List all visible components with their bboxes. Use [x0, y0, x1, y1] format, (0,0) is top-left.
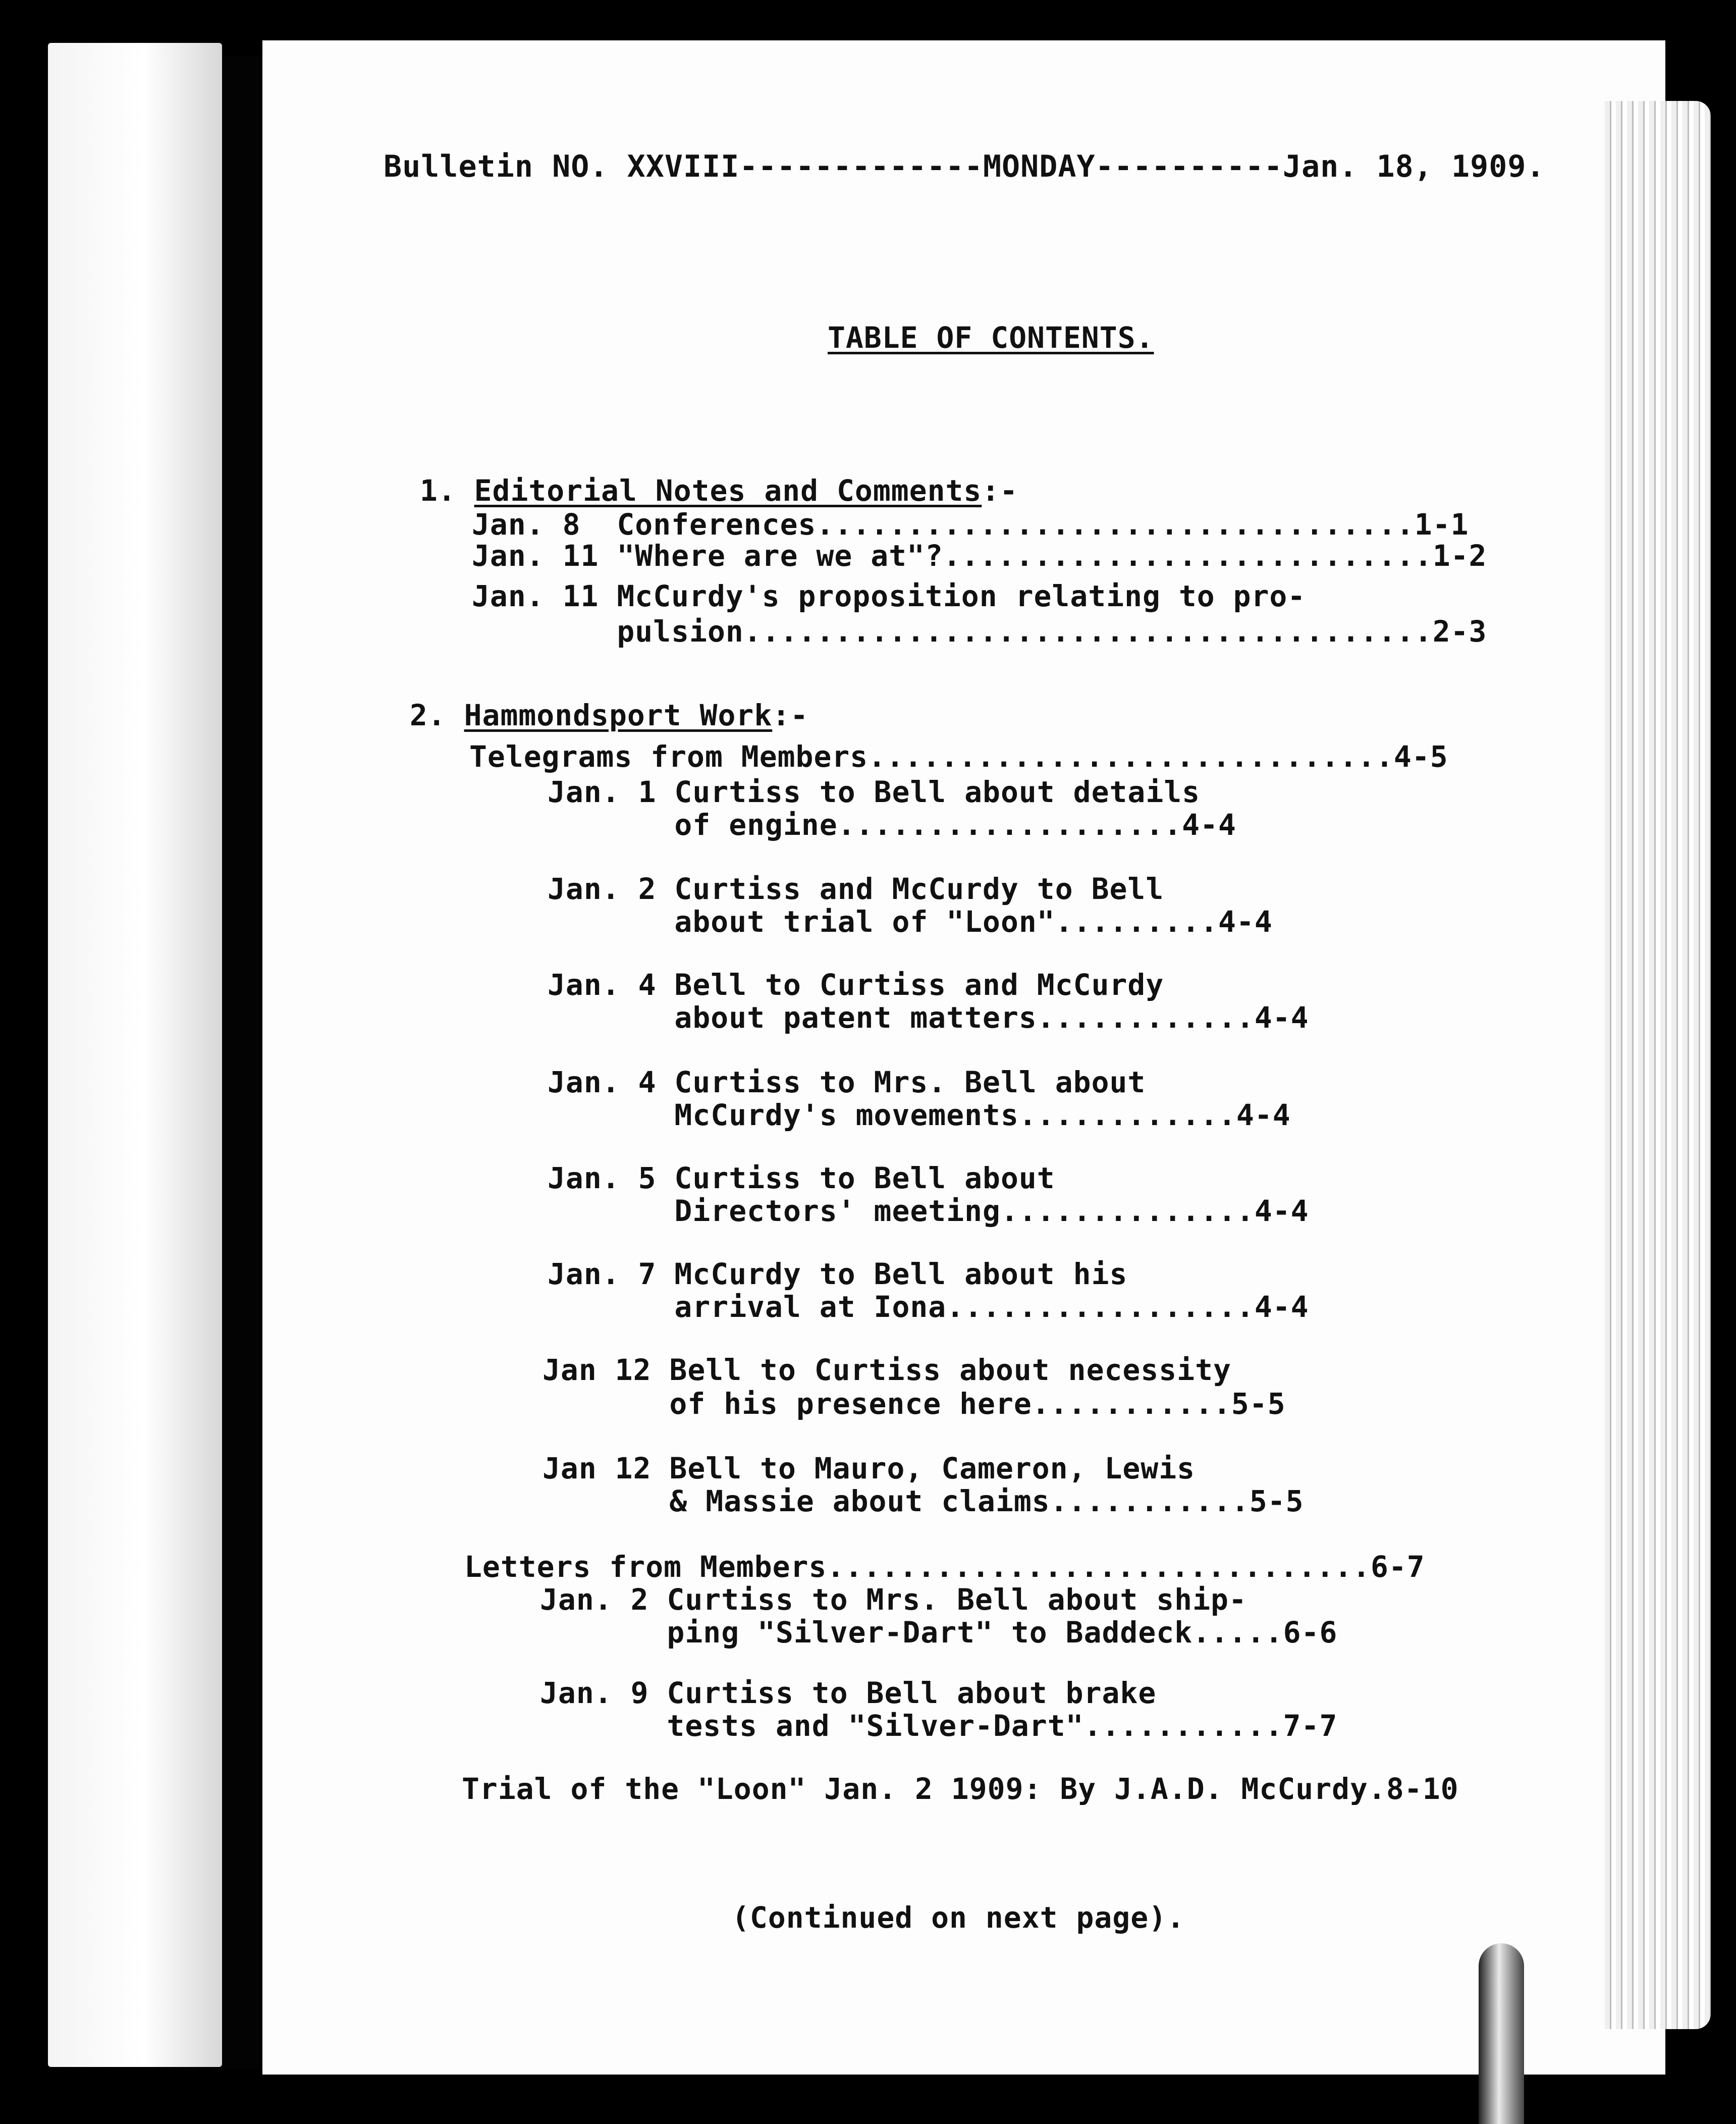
bulletin-header: Bulletin NO. XXVIII-------------MONDAY----------Jan. 18, 1909. [384, 149, 1545, 184]
section-heading: Editorial Notes and Comments [474, 473, 982, 508]
page-stack-edge [1605, 101, 1711, 2029]
telegram-entry: & Massie about claims...........5-5 [542, 1484, 1304, 1518]
page-title: TABLE OF CONTENTS. [828, 321, 1154, 355]
section-number: 1. [419, 473, 456, 508]
telegram-entry: of engine...................4-4 [548, 808, 1236, 842]
telegram-entry: of his presence here...........5-5 [542, 1387, 1286, 1421]
telegram-entry: Directors' meeting..............4-4 [548, 1194, 1309, 1228]
letters-heading: Letters from Members..............................6-7 [464, 1550, 1425, 1584]
section-heading-suffix: :- [982, 473, 1018, 508]
section-number: 2. [409, 698, 446, 732]
letter-entry: tests and "Silver-Dart"...........7-7 [540, 1709, 1338, 1743]
telegram-entry: Jan. 2 Curtiss and McCurdy to Bell [548, 872, 1164, 906]
telegram-entry: Jan. 4 Curtiss to Mrs. Bell about [548, 1065, 1146, 1099]
section-heading: Hammondsport Work [464, 698, 773, 732]
telegram-entry: Jan 12 Bell to Mauro, Cameron, Lewis [542, 1451, 1196, 1485]
telegram-entry: Jan. 4 Bell to Curtiss and McCurdy [548, 968, 1164, 1002]
pen-tip [1479, 1943, 1524, 2124]
telegram-entry: McCurdy's movements............4-4 [548, 1098, 1291, 1132]
toc-entry: Jan. 8 Conferences.................................1-1 [472, 507, 1469, 542]
telegrams-heading: Telegrams from Members.............................4-5 [469, 739, 1448, 774]
toc-entry: Jan. 11 "Where are we at"?...........................1-2 [472, 539, 1487, 573]
letter-entry: Jan. 2 Curtiss to Mrs. Bell about ship- [540, 1582, 1247, 1617]
telegram-entry: Jan. 7 McCurdy to Bell about his [548, 1257, 1128, 1291]
continued-note: (Continued on next page). [732, 1900, 1185, 1935]
telegram-entry: arrival at Iona.................4-4 [548, 1290, 1309, 1324]
telegram-entry: about trial of "Loon".........4-4 [548, 905, 1273, 939]
toc-entry: pulsion......................................2-3 [472, 614, 1487, 649]
telegram-entry: Jan. 1 Curtiss to Bell about details [548, 775, 1201, 809]
letter-entry: Jan. 9 Curtiss to Bell about brake [540, 1676, 1157, 1710]
left-page-edge [48, 43, 222, 2067]
section-heading-suffix: :- [772, 698, 809, 732]
letter-entry: ping "Silver-Dart" to Baddeck.....6-6 [540, 1615, 1338, 1650]
trial-entry: Trial of the "Loon" Jan. 2 1909: By J.A.D. McCurdy.8-10 [462, 1772, 1459, 1806]
telegram-entry: Jan. 5 Curtiss to Bell about [548, 1161, 1055, 1195]
telegram-entry: Jan 12 Bell to Curtiss about necessity [542, 1353, 1231, 1387]
telegram-entry: about patent matters............4-4 [548, 1000, 1309, 1035]
section-2-heading [373, 671, 808, 730]
toc-entry: Jan. 11 McCurdy's proposition relating to pro- [472, 579, 1306, 613]
section-1-heading [384, 447, 1018, 508]
